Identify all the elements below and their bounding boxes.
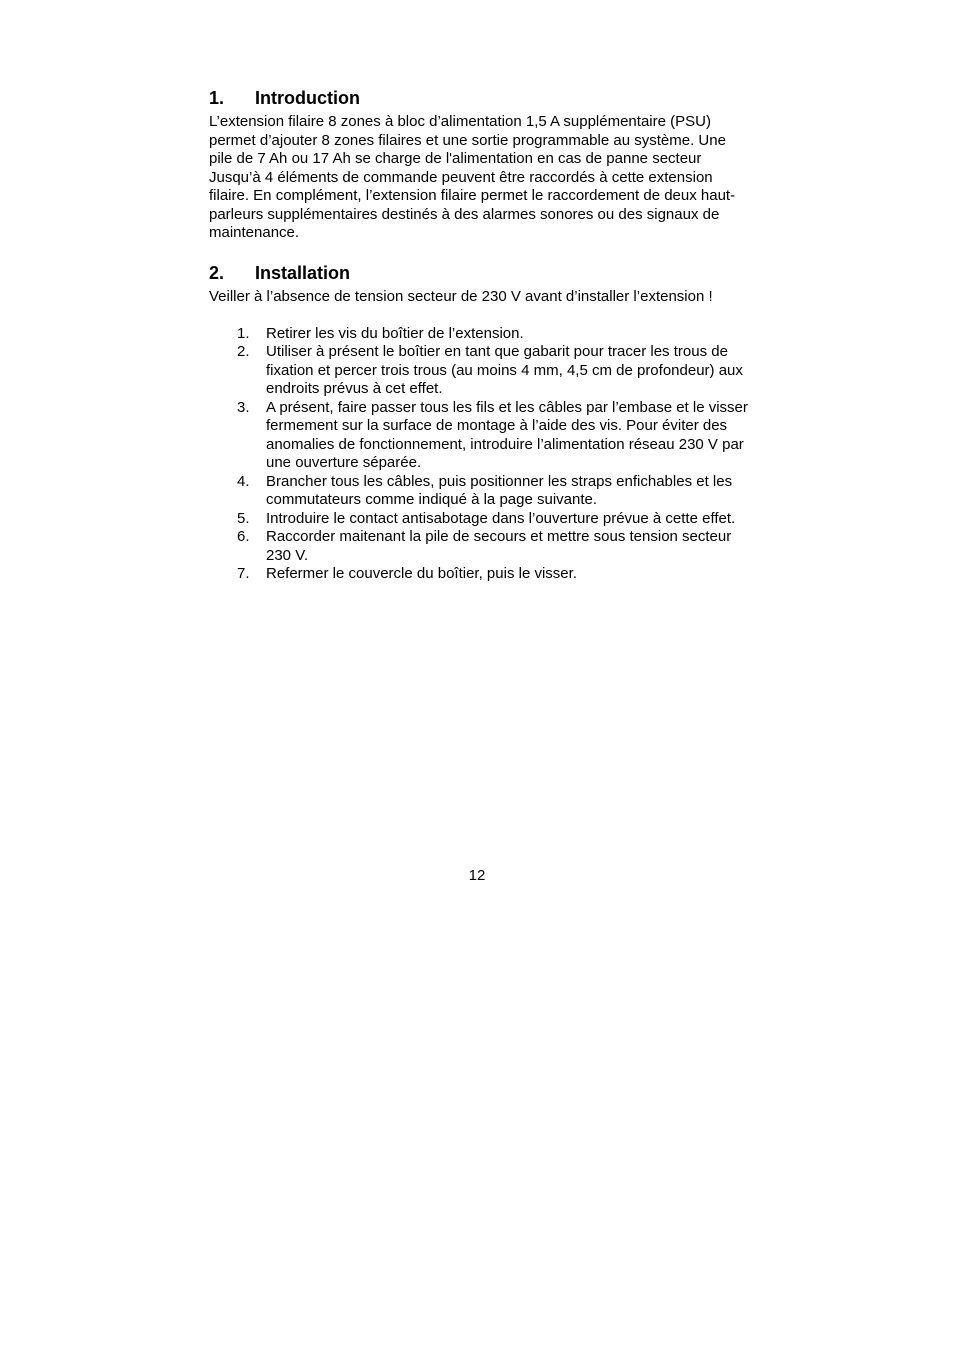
section-heading <box>209 87 749 109</box>
list-item <box>209 343 749 399</box>
list-item <box>209 473 749 510</box>
introduction-paragraph: L’extension filaire 8 zones à bloc d’alimentation 1,5 A supplémentaire (PSU) permet d’ajouter 8 zones filaires et une sortie programmable au système. Une pile de 7 Ah ou 17 Ah se charge de l'alimentation en cas de panne secteur Jusqu’à 4 éléments de commande peuvent être raccordés à cette extension filaire. En complément, l’extension filaire permet le raccordement de deux haut-parleurs supplémentaires destinés à des alarmes sonores ou des signaux de maintenance. <box>209 113 736 241</box>
installation-warning: Veiller à l’absence de tension secteur de 230 V avant d’installer l’extension ! <box>209 288 713 305</box>
section-title: Introduction <box>255 88 360 108</box>
step-number: 3. <box>237 398 250 416</box>
step-text: A présent, faire passer tous les fils et les câbles par l’embase et le visser fermement sur la surface de montage à l’aide des vis. Pour éviter des anomalies de fonctionnement, introduire l’alimentation réseau 230 V par une ouverture séparée. <box>266 398 748 471</box>
step-number: 6. <box>237 528 250 545</box>
section-number: 2. <box>209 263 225 283</box>
list-item <box>209 399 749 473</box>
step-number: 1. <box>237 324 250 342</box>
step-text: Refermer le couvercle du boîtier, puis le visser. <box>266 565 577 582</box>
list-item <box>209 528 749 565</box>
step-number: 7. <box>237 565 250 582</box>
installation-steps <box>209 325 749 584</box>
section-title: Installation <box>255 263 351 283</box>
section-introduction <box>209 87 749 243</box>
step-text: Brancher tous les câbles, puis positionner les straps enfichables et les commutateurs comme indiqué à la page suivante. <box>266 472 733 508</box>
step-number: 5. <box>237 509 250 527</box>
step-text: Introduire le contact antisabotage dans l’ouverture prévue à cette effet. <box>266 509 736 527</box>
section-installation <box>209 262 749 584</box>
section-number: 1. <box>209 88 225 108</box>
list-item <box>209 510 749 529</box>
step-text: Utiliser à présent le boîtier en tant que gabarit pour tracer les trous de fixation et percer trois trous (au moins 4 mm, 4,5 cm de profondeur) aux endroits prévus à cet effet. <box>266 343 743 397</box>
page-number: 12 <box>468 867 486 884</box>
step-number: 4. <box>237 472 250 490</box>
section-heading <box>209 262 749 284</box>
step-number: 2. <box>237 343 250 360</box>
step-text: Retirer les vis du boîtier de l’extension. <box>266 324 524 342</box>
step-text: Raccorder maitenant la pile de secours et mettre sous tension secteur 230 V. <box>266 528 732 564</box>
list-item <box>209 325 749 344</box>
list-item <box>209 565 749 584</box>
